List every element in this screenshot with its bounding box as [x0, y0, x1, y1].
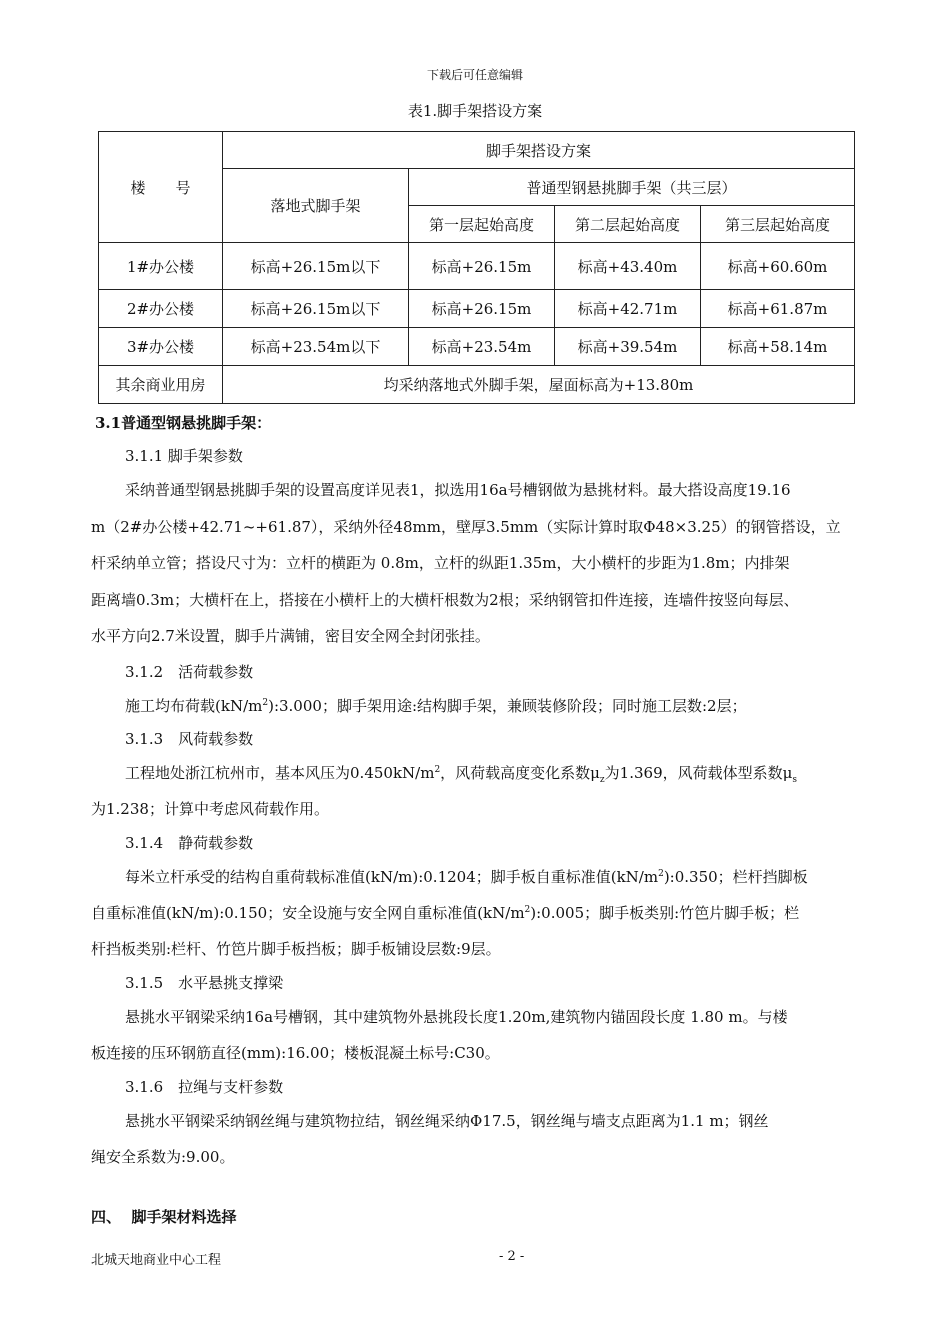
- subsection-3-1-1-title: 3.1.1 脚手架参数: [125, 447, 243, 465]
- paragraph-line: 杆挡板类别:栏杆、竹笆片脚手板挡板；脚手板铺设层数:9层。: [91, 940, 501, 958]
- layer-1-elevation: 标高+23.54m: [409, 328, 555, 366]
- table-row: [99, 366, 855, 404]
- subsection-3-1-6-title: 3.1.6 拉绳与支杆参数: [125, 1078, 284, 1096]
- table-row: [99, 243, 855, 290]
- header-layer-2: 第二层起始高度: [555, 206, 701, 243]
- header-layer-1: 第一层起始高度: [409, 206, 555, 243]
- subsection-3-1-5-title: 3.1.5 水平悬挑支撑梁: [125, 974, 284, 992]
- section-3-1-title: 3.1普通型钢悬挑脚手架：: [95, 414, 272, 432]
- paragraph-line: 自重标准值(kN/m):0.150；安全设施与安全网自重标准值$(kN/m^2):0.005$；脚手板类别:竹笆片脚手板；栏: [91, 904, 800, 922]
- header-ground-scaffold: 落地式脚手架: [223, 169, 409, 243]
- scaffold-plan-table: [98, 131, 855, 404]
- ground-elevation: 标高+23.54m以下: [223, 328, 409, 366]
- layer-2-elevation: 标高+43.40m: [555, 243, 701, 290]
- building-name: 2#办公楼: [99, 290, 223, 328]
- header-building: 楼 号: [99, 132, 223, 243]
- layer-1-elevation: 标高+26.15m: [409, 243, 555, 290]
- paragraph-line: m（2#办公楼+42.71~+61.87），采纳外径48mm，壁厚3.5mm（实际计算时取Φ48×3.25）的钢管搭设，立: [91, 518, 841, 536]
- paragraph-line: 工程地处浙江杭州市，基本风压为$0.450kN/m^2$，风荷载高度变化系数$\mu_z$为1.369，风荷载体型系数$\mu_s$: [125, 764, 797, 785]
- header-layer-3: 第三层起始高度: [701, 206, 855, 243]
- commercial-note: 均采纳落地式外脚手架，屋面标高为+13.80m: [223, 366, 855, 404]
- table-row: [99, 328, 855, 366]
- footer-page-number: - 2 -: [499, 1249, 525, 1264]
- watermark-text: 下载后可任意编辑: [426, 68, 523, 82]
- paragraph-line: 施工均布荷载$(kN/m^2):3.000$；脚手架用途:结构脚手架，兼顾装修阶段；同时施工层数:2层；: [125, 697, 747, 715]
- table-row: [99, 290, 855, 328]
- subsection-3-1-2-title: 3.1.2 活荷载参数: [125, 663, 254, 681]
- layer-3-elevation: 标高+58.14m: [701, 328, 855, 366]
- subsection-3-1-3-title: 3.1.3 风荷载参数: [125, 730, 254, 748]
- section-4-title: 四、 脚手架材料选择: [91, 1208, 237, 1226]
- footer-project-name: 北城天地商业中心工程: [91, 1253, 222, 1268]
- paragraph-line: 悬挑水平钢梁采纳16a号槽钢，其中建筑物外悬挑段长度1.20m,建筑物内锚固段长度 1.80 m。与楼: [125, 1008, 788, 1026]
- header-plan: 脚手架搭设方案: [223, 132, 855, 169]
- paragraph-line: 距离墙0.3m；大横杆在上，搭接在小横杆上的大横杆根数为2根；采纳钢管扣件连接，连墙件按竖向每层、: [91, 591, 799, 609]
- paragraph-line: 绳安全系数为:9.00。: [91, 1148, 235, 1166]
- subsection-3-1-4-title: 3.1.4 静荷载参数: [125, 834, 254, 852]
- layer-1-elevation: 标高+26.15m: [409, 290, 555, 328]
- header-cantilever-scaffold: 普通型钢悬挑脚手架（共三层）: [409, 169, 855, 206]
- table-caption: 表1.脚手架搭设方案: [407, 102, 543, 120]
- paragraph-line: 板连接的压环钢筋直径(mm):16.00；楼板混凝土标号:C30。: [91, 1044, 500, 1062]
- building-name: 其余商业用房: [99, 366, 223, 404]
- paragraph-line: 悬挑水平钢梁采纳钢丝绳与建筑物拉结，钢丝绳采纳Φ17.5，钢丝绳与墙支点距离为1.1 m；钢丝: [125, 1112, 769, 1130]
- ground-elevation: 标高+26.15m以下: [223, 290, 409, 328]
- paragraph-line: 每米立杆承受的结构自重荷载标准值(kN/m):0.1204；脚手板自重标准值$(kN/m^2):0.350$；栏杆挡脚板: [125, 868, 808, 886]
- layer-3-elevation: 标高+60.60m: [701, 243, 855, 290]
- paragraph-line: 采纳普通型钢悬挑脚手架的设置高度详见表1，拟选用16a号槽钢做为悬挑材料。最大搭设高度19.16: [125, 481, 791, 499]
- building-name: 1#办公楼: [99, 243, 223, 290]
- paragraph-line: 水平方向2.7米设置，脚手片满铺，密目安全网全封闭张挂。: [91, 627, 490, 645]
- building-name: 3#办公楼: [99, 328, 223, 366]
- paragraph-line: 为1.238；计算中考虑风荷载作用。: [91, 800, 329, 818]
- ground-elevation: 标高+26.15m以下: [223, 243, 409, 290]
- layer-3-elevation: 标高+61.87m: [701, 290, 855, 328]
- paragraph-line: 杆采纳单立管；搭设尺寸为：立杆的横距为 0.8m，立杆的纵距1.35m，大小横杆的步距为1.8m；内排架: [91, 554, 790, 572]
- layer-2-elevation: 标高+42.71m: [555, 290, 701, 328]
- layer-2-elevation: 标高+39.54m: [555, 328, 701, 366]
